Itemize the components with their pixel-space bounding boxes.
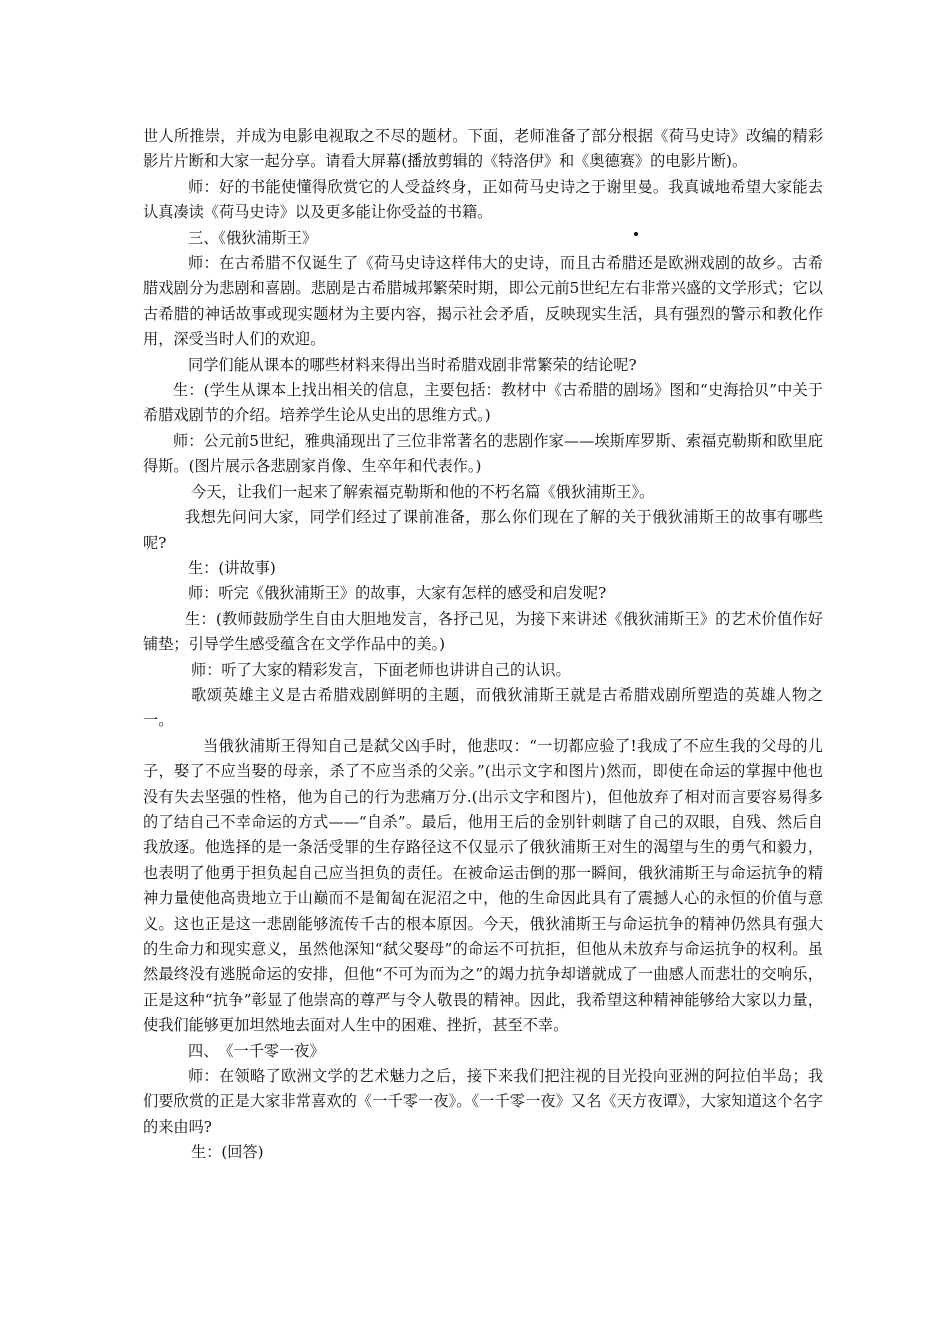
paragraph-oedipus-analysis: 当俄狄浦斯王得知自己是弑父凶手时，他悲叹：“一切都应验了!我成了不应生我的父母的儿子，娶了不应当娶的母亲，杀了不应当杀的父亲。”(出示文字和图片)然而，即使在命运的掌握中他也没有失去坚强的性格，他为自己的行为悲痛万分.(出示文字和图片)，但他放弃了相对而言要容易得多的了结自己不幸命运的方式——“自杀”。最后，他用王后的金别针刺瞎了自己的双眼，自残、然后自我放逐。他选择的是一条活受罪的生存路径这不仅显示了俄狄浦斯王对生的渴望与生的勇气和毅力，也表明了他勇于担负起自己应当担负的责任。在被命运击倒的那一瞬间，俄狄浦斯王与命运抗争的精神力量使他高贵地立于山巅而不是匍匐在泥沼之中，他的生命因此具有了震撼人心的永恒的价值与意义。这也正是这一悲剧能够流传千古的根本原因。今天，俄狄浦斯王与命运抗争的精神仍然具有强大的生命力和现实意义，虽然他深知“弑父娶母”的命运不可抗拒，但他从未放弃与命运抗争的权利。虽然最终没有逃脱命运的安排，但他“不可为而为之”的竭力抗争却谱就成了一曲感人而悲壮的交响乐，正是这种“抗争”彰显了他崇高的尊严与令人敬畏的精神。因此，我希望这种精神能够给大家以力量，使我们能够更加坦然地去面对人生中的困难、挫折，甚至不幸。 (143, 736, 823, 1035)
paragraph-arabian-nights: 师：在领略了欧洲文学的艺术魅力之后，接下来我们把注视的目光投向亚洲的阿拉伯半岛；我们要欣赏的正是大家非常喜欢的《一千零一夜》。《一千零一夜》又名《天方夜谭》，大家知道这个名字的来由吗? (143, 1067, 823, 1136)
paragraph-today-sophocles: 今天，让我们一起来了解索福克勒斯和他的不朽名篇《俄狄浦斯王》。 (191, 482, 655, 501)
paragraph-homer-films: 世人所推崇，并成为电影电视取之不尽的题材。下面，老师准备了部分根据《荷马史诗》改编的精彩影片片断和大家一起分享。请看大屏幕(播放剪辑的《特洛伊》和《奥德赛》的电影片断)。 (143, 127, 823, 171)
paragraph-student-discussion: 生：(教师鼓励学生自由大胆地发言，各抒己见，为接下来讲述《俄狄浦斯王》的艺术价值作好铺垫；引导学生感受蕴含在文学作品中的美。) (143, 609, 823, 654)
paragraph-ask-story: 我想先问问大家，同学们经过了课前准备，那么你们现在了解的关于俄狄浦斯王的故事有哪些呢? (143, 508, 823, 552)
paragraph-teacher-feelings: 师：听完《俄狄浦斯王》的故事，大家有怎样的感受和启发呢? (188, 584, 607, 603)
paragraph-question-prosperity: 同学们能从课本的哪些材料来得出当时希腊戏剧非常繁荣的结论呢? (188, 355, 637, 374)
paragraph-student-textbook: 生：(学生从课本上找出相关的信息，主要包括：教材中《古希腊的剧场》图和“史海拾贝”中关于希腊戏剧节的介绍。培养学生论从史出的思维方式。) (143, 381, 823, 425)
paragraph-teacher-view: 师：听了大家的精彩发言，下面老师也讲讲自己的认识。 (191, 660, 571, 679)
document-body (143, 124, 823, 1166)
paragraph-greek-drama: 师：在古希腊不仅诞生了《荷马史诗这样伟大的史诗，而且古希腊还是欧洲戏剧的故乡。古希腊戏剧分为悲剧和喜剧。悲剧是古希腊城邦繁荣时期，即公元前5世纪左右非常兴盛的文学形式；它以古希腊的神话故事或现实题材为主要内容，揭示社会矛盾，反映现实生活，具有强烈的警示和教化作用，深受当时人们的欢迎。 (143, 254, 823, 349)
section-heading-oedipus: 三、《俄狄浦斯王》 (188, 228, 318, 247)
paragraph-student-answer: 生：(回答) (191, 1143, 264, 1162)
paragraph-heroism: 歌颂英雄主义是古希腊戏剧鲜明的主题，而俄狄浦斯王就是古希腊戏剧所塑造的英雄人物之一。 (143, 685, 823, 730)
section-heading-arabian-nights: 四、 《一千零一夜》 (188, 1041, 325, 1060)
paragraph-teacher-books: 师：好的书能使懂得欣赏它的人受益终身，正如荷马史诗之于谢里曼。我真诚地希望大家能去认真凑读《荷马史诗》以及更多能让你受益的书籍。 (143, 177, 823, 222)
paragraph-student-story: 生：(讲故事) (188, 558, 276, 577)
paragraph-tragedians: 师：公元前5世纪，雅典涌现出了三位非常著名的悲剧作家——埃斯库罗斯、索福克勒斯和欧里庇得斯。(图片展示各悲剧家肖像、生卒年和代表作。) (143, 431, 823, 476)
